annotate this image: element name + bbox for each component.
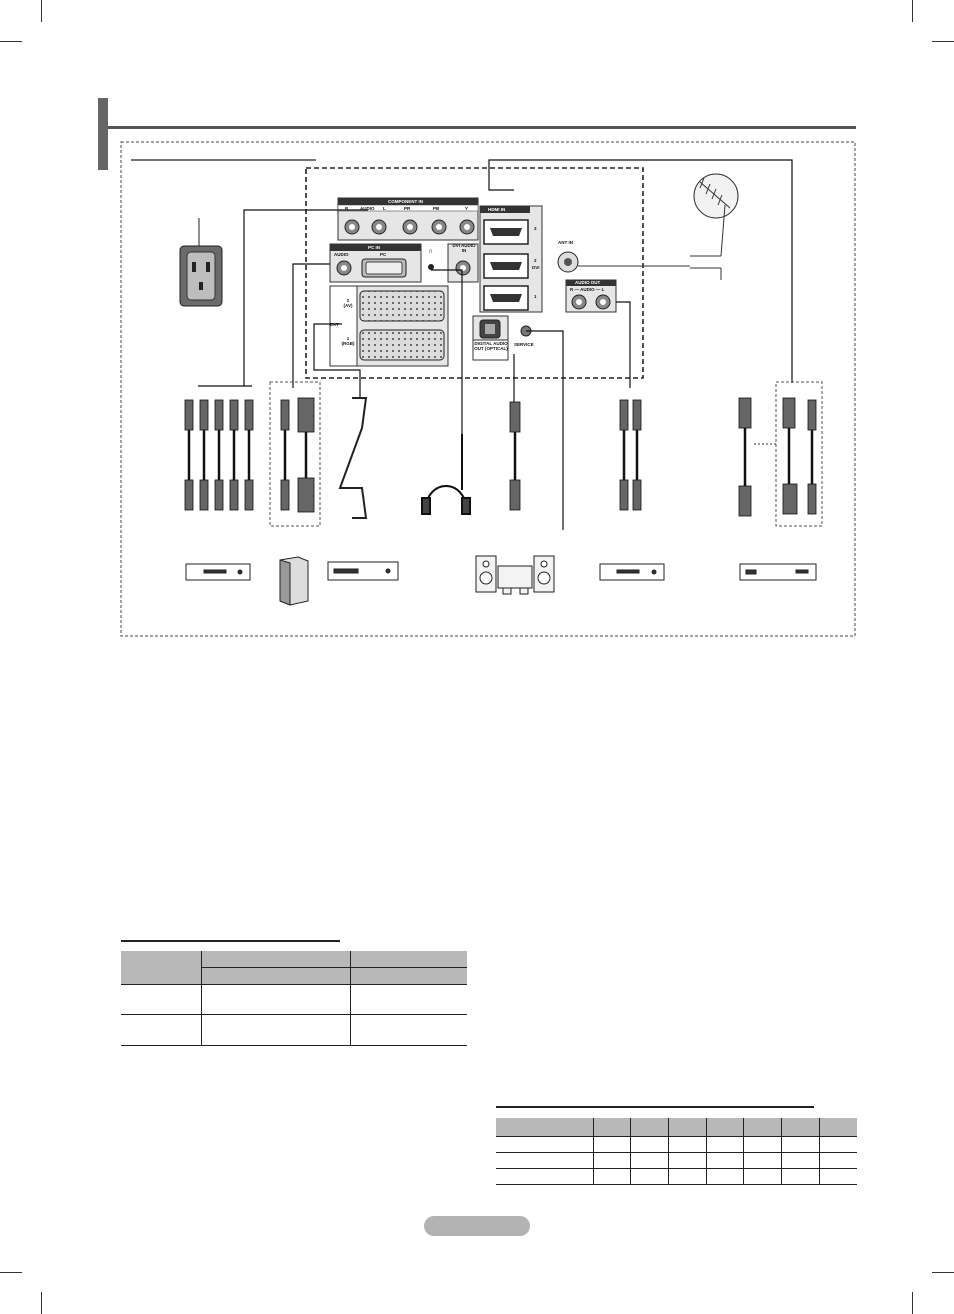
right-table-rule — [496, 1152, 857, 1153]
audio-out-label: AUDIO OUT — [575, 280, 601, 285]
right-table-cols — [593, 1118, 594, 1184]
digital-audio-out-label: DIGITAL AUDIO OUT (OPTICAL) — [474, 341, 508, 351]
component-pr-label: PR — [404, 206, 411, 211]
component-in-label: COMPONENT IN — [388, 199, 424, 204]
component-pb-label: PB — [433, 206, 440, 211]
component-r-label: R — [345, 206, 349, 211]
left-table-rule — [121, 1014, 467, 1015]
pc-label: PC — [380, 252, 387, 257]
right-table-header — [496, 1118, 857, 1136]
crop-mark — [41, 1292, 42, 1314]
hdmi-3-label: 3 — [534, 226, 537, 231]
left-table-divider — [201, 967, 467, 968]
audio-system-icon — [476, 556, 554, 594]
ext2-label: 2 (AV) — [343, 298, 353, 308]
hdmi-dvi-label: DVI — [532, 265, 540, 270]
crop-mark — [0, 1272, 22, 1273]
pc-tower-icon — [280, 557, 308, 605]
service-label: SERVICE — [514, 342, 534, 347]
right-table-rule — [496, 1168, 857, 1169]
hdmi-1-label: 1 — [534, 294, 537, 299]
left-table-header-c — [201, 968, 467, 984]
pc-audio-label: AUDIO — [334, 252, 349, 257]
headphone-label: ∩ — [428, 248, 434, 255]
right-table-cols — [668, 1118, 669, 1184]
dvi-audio-in-label: DVI AUDIO IN — [452, 243, 476, 253]
right-table-cols — [743, 1118, 744, 1184]
vcr-icon — [186, 564, 250, 580]
audio-out-rl-label: R — AUDIO — L — [570, 287, 605, 292]
ant-in-label: ANT IN — [558, 240, 573, 245]
set-top-box-icon — [740, 564, 816, 580]
ext-label: EXT — [330, 322, 339, 327]
right-table-cols — [781, 1118, 782, 1184]
hdmi-in-label: HDMI IN — [488, 207, 506, 212]
antenna-icon — [690, 174, 738, 280]
headphones-icon — [422, 434, 470, 514]
left-table-divider — [350, 951, 351, 1046]
component-l-label: L — [383, 206, 386, 211]
right-table-cols — [819, 1118, 820, 1184]
left-table-header-a — [121, 951, 201, 984]
page-number-pill — [424, 1216, 530, 1236]
pc-in-label: PC IN — [368, 245, 381, 250]
component-y-label: Y — [465, 206, 469, 211]
right-table-cols — [706, 1118, 707, 1184]
right-table-heading-rule — [496, 1106, 814, 1108]
ext1-label: 1 (RGB) — [341, 336, 355, 346]
right-table-rule — [496, 1136, 857, 1137]
power-socket-icon — [180, 218, 222, 306]
dvd-recorder-icon — [328, 562, 398, 580]
crop-mark — [912, 1292, 913, 1314]
component-audio-label: AUDIO — [360, 206, 375, 211]
left-table-rule — [121, 1045, 467, 1046]
vcr-icon — [600, 564, 664, 580]
right-table-cols — [630, 1118, 631, 1184]
right-table-rule — [496, 1184, 857, 1185]
left-table-rule — [121, 984, 467, 985]
left-table-heading-rule — [121, 940, 340, 942]
left-table-header-b — [201, 951, 467, 967]
left-table-divider — [201, 951, 202, 1046]
hdmi-2-label: 2 — [534, 258, 537, 263]
crop-mark — [932, 1272, 954, 1273]
